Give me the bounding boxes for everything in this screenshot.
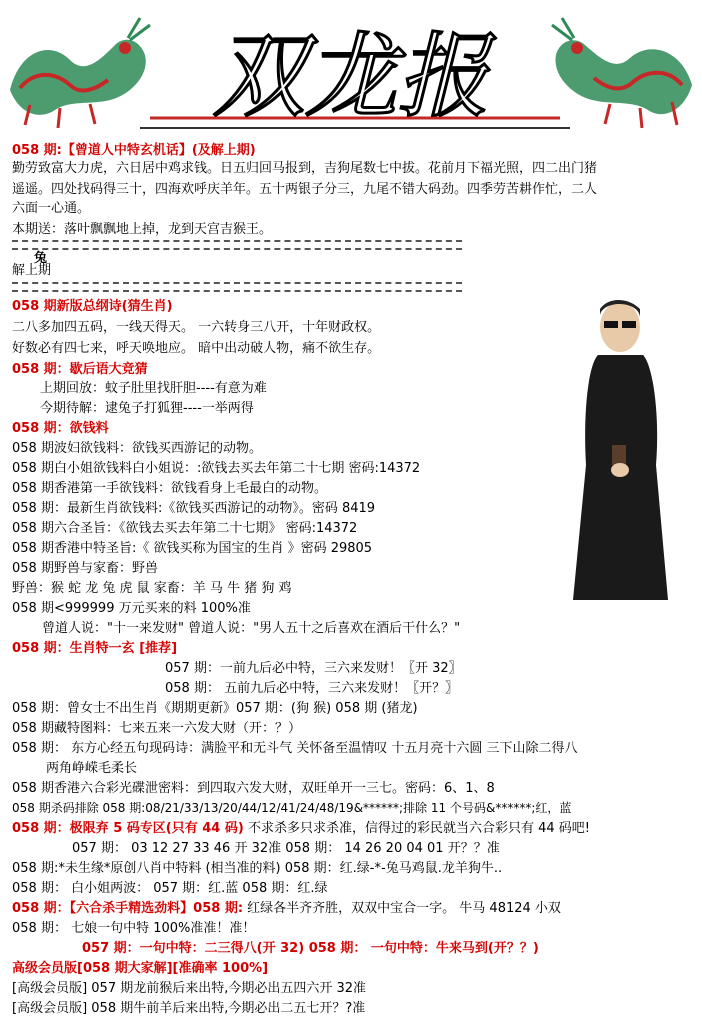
zodiac-poem-line-2: 好数必有四七来，呼天唤地应。 暗中出动破人物，痛不欲生存。 [12,341,381,356]
answer-text: 兔 [34,251,48,266]
right-dragon-icon [552,18,692,128]
list-item: 058 期白小姐欲钱料白小姐说：:欲钱去买去年第二十七期 密码:14372 [12,461,421,476]
riddle-current: 今期待解：逮兔子打狐狸----一举两得 [40,401,254,416]
section-title-kill5: 058 期：极限弃 5 码专区(只有 44 码) [12,821,244,836]
list-item: 058 期： 五前九后必中特，三六来发财！〖开？〗 [165,681,459,696]
list-item [12,820,590,837]
list-item: 058 期：最新生肖欲钱料:《欲钱买西游记的动物》。密码 8419 [12,501,376,516]
poem-line-1: 勤劳致富大力虎，六日居中鸡求钱。日五归回马报到，吉狗尾数七中拔。花前月下福光照，四二出门猪 [12,161,598,176]
list-item: 057 期： 03 12 27 33 46 开 32准 058 期： 14 26 20 04 01 开？？准 [72,841,500,856]
list-item: 058 期藏特图料：七来五来一六发大财（开：？） [12,721,301,736]
section-title-poem: 058 期新版总纲诗(猜生肖) [12,299,173,314]
section-title-riddle: 058 期：歇后语大竞猜 [12,362,148,377]
section-title-killer: 058 期：【六合杀手精选劲料】058 期: [12,901,244,916]
list-item: 曾道人说："十一来发财" 曾道人说："男人五十之后喜欢在酒后干什么？" [42,621,461,636]
divider [12,240,462,250]
list-item: 058 期<999999 万元买来的料 100%准 [12,601,251,616]
poem-line-3: 六面一心通。 [12,201,91,216]
list-item: 058 期六合圣旨：《欲钱去买去年第二十七期》 密码:14372 [12,521,358,536]
list-item: 057 期：一前九后必中特，三六来发财！〖开 32〗 [165,661,462,676]
answer-label: 解上期 [12,263,52,278]
section-title-zengdaoren: 058 期:【曾道人中特玄机话】(及解上期) [12,143,256,158]
list-item: 058 期波妇欲钱料：欲钱买西游记的动物。 [12,441,262,456]
portrait-image [568,295,678,605]
list-item: 058 期香港六合彩光碟泄密料：到四取六发大财，双旺单开一三七。密码：6、1、8 [12,781,495,796]
list-item: 058 期： 七娘一句中特 100%准准！准！ [12,921,256,936]
list-item: 058 期野兽与家畜：野兽 [12,561,158,576]
list-item: 058 期： 东方心经五句现码诗：满脸平和无斗气 关怀备至温情叹 十五月亮十六圆 三下山除二得八 [12,741,578,756]
kill5-note: 不求杀多只求杀准，信得过的彩民就当六合彩只有 44 码吧! [247,821,590,836]
section-title-vip: 高级会员版[058 期大家解][准确率 100%] [12,961,269,976]
list-item [12,900,561,917]
left-dragon-icon [10,18,150,128]
list-item: 058 期：曾女士不出生肖《期期更新》057 期：(狗 猴) 058 期 (猪龙) [12,701,418,716]
divider [12,282,462,292]
list-item: 058 期： 白小姐两波： 057 期：红.蓝 058 期：红.绿 [12,881,328,896]
poem-line-4: 本期送：落叶飘飘地上掉，龙到天宫吉猴王。 [12,222,273,237]
list-item: 058 期杀码排除 058 期:08/21/33/13/20/44/12/41/24/48/19&******;排除 11 个号码&******;红，蓝 [12,801,572,815]
list-item: 两角峥嵘毛柔长 [46,761,138,776]
section-title-zodiac: 058 期：生肖特一玄 [推荐] [12,641,178,656]
header-banner [0,0,702,140]
page-title: 双龙报 [212,23,490,130]
list-item: 058 期香港中特圣旨:《 欲钱买称为国宝的生肖 》密码 29805 [12,541,373,556]
poem-line-2: 遥遥。四处找码得三十，四海欢呼庆羊年。五十两银子分三，九尾不错大码劲。四季劳苦耕作忙，二人 [12,182,598,197]
list-item: [高级会员版] 057 期龙前猴后来出特,今期必出五四六开 32准 [12,981,367,996]
zodiac-poem-line-1: 二八多加四五码，一线天得天。 一六转身三八开，十年财政权。 [12,320,381,335]
riddle-last: 上期回放：蚊子肚里找肝胆----有意为难 [40,381,267,396]
section-title-money: 058 期：欲钱料 [12,421,109,436]
list-item: [高级会员版] 058 期牛前羊后来出特,今期必出二五七开？?准 [12,1001,366,1016]
list-item: 野兽：猴 蛇 龙 兔 虎 鼠 家畜：羊 马 牛 猪 狗 鸡 [12,581,292,596]
killer-note: 红绿各半齐齐胜，双双中宝合一字。 牛马 48124 小双 [247,901,561,916]
list-item: 058 期:*未生缘*原创八肖中特料 (相当准的料) 058 期：红.绿-*-兔马鸡鼠.龙羊狗牛.. [12,861,503,876]
list-item: 058 期香港第一手欲钱料：欲钱看身上毛最白的动物。 [12,481,327,496]
list-item: 057 期：一句中特：二三得八(开 32) 058 期： 一句中特：牛来马到(开？？) [82,941,539,956]
